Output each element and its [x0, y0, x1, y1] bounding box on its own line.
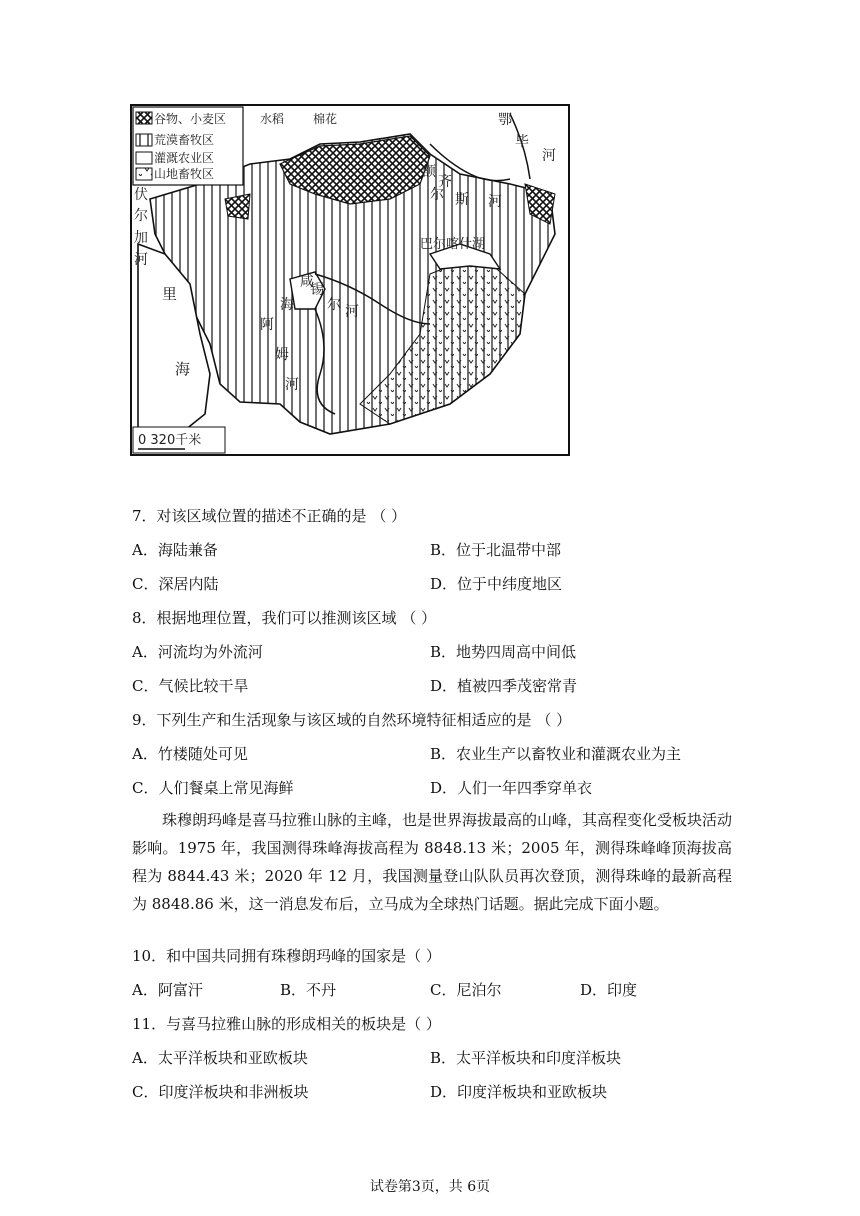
- svg-text:毕: 毕: [515, 134, 529, 150]
- map-scale: [133, 427, 225, 453]
- page-footer: 试卷第3页，共 6页: [369, 1179, 491, 1195]
- q7-option-b[interactable]: B．位于北温带中部: [430, 541, 562, 559]
- svg-text:齐: 齐: [438, 174, 452, 190]
- svg-text:荒漠畜牧区: 荒漠畜牧区: [154, 133, 215, 147]
- svg-text:0 320千米: 0 320千米: [138, 433, 202, 448]
- svg-text:斯: 斯: [455, 192, 469, 208]
- svg-text:姆: 姆: [275, 347, 289, 363]
- q8-option-a[interactable]: A．河流均为外流河: [132, 643, 263, 661]
- svg-text:河: 河: [542, 148, 556, 164]
- q7-option-a[interactable]: A．海陆兼备: [132, 541, 218, 559]
- svg-text:谷物、小麦区: 谷物、小麦区: [154, 112, 227, 126]
- reading-passage: 珠穆朗玛峰是喜马拉雅山脉的主峰，也是世界海拔最高的山峰，其高程变化受板块活动影响。1975 年，我国测得珠峰海拔高程为 8848.13 米；2005 年，测得珠峰峰顶海拔高程为 8844.43 米；2020 年 12 月，我国测量登山队队员再次登顶，测得珠峰的最新高程为 8848.86 米，这一消息发布后，立马成为全球热门话题。据此完成下面小题。: [132, 811, 733, 913]
- q11-option-a[interactable]: A．太平洋板块和亚欧板块: [132, 1049, 308, 1067]
- q7-option-d[interactable]: D．位于中纬度地区: [430, 575, 563, 593]
- q10-option-a[interactable]: A．阿富汗: [132, 981, 203, 999]
- svg-text:河: 河: [285, 377, 299, 393]
- svg-text:河: 河: [134, 252, 148, 268]
- svg-text:加: 加: [134, 230, 148, 246]
- q11-option-d[interactable]: D．印度洋板块和亚欧板块: [430, 1083, 608, 1101]
- question-10: 10．和中国共同拥有珠穆朗玛峰的国家是（ ）: [132, 947, 441, 965]
- svg-text:河: 河: [345, 304, 359, 320]
- q8-option-c[interactable]: C．气候比较干旱: [132, 677, 249, 695]
- svg-text:里: 里: [162, 285, 178, 303]
- q9-option-a[interactable]: A．竹楼随处可见: [132, 745, 248, 763]
- svg-text:巴尔喀什湖: 巴尔喀什湖: [420, 237, 486, 252]
- svg-text:锡: 锡: [310, 282, 324, 298]
- svg-text:河: 河: [488, 194, 502, 210]
- svg-text:伏: 伏: [134, 187, 148, 203]
- svg-text:咸: 咸: [300, 274, 314, 290]
- svg-text:山地畜牧区: 山地畜牧区: [154, 167, 215, 181]
- svg-text:尔: 尔: [430, 187, 444, 203]
- svg-text:尔: 尔: [134, 208, 148, 224]
- q9-option-d[interactable]: D．人们一年四季穿单衣: [430, 779, 593, 797]
- question-7: 7．对该区域位置的描述不正确的是 （ ）: [132, 507, 407, 525]
- svg-text:鄂: 鄂: [498, 112, 512, 128]
- svg-text:棉花: 棉花: [313, 112, 338, 126]
- svg-text:灌溉农业区: 灌溉农业区: [154, 151, 215, 165]
- svg-text:海: 海: [175, 360, 191, 378]
- question-8: 8．根据地理位置，我们可以推测该区域 （ ）: [132, 609, 437, 627]
- q9-option-b[interactable]: B．农业生产以畜牧业和灌溉农业为主: [430, 745, 682, 763]
- question-11: 11．与喜马拉雅山脉的形成相关的板块是（ ）: [132, 1015, 441, 1033]
- regional-map: [130, 104, 570, 456]
- q11-option-c[interactable]: C．印度洋板块和非洲板块: [132, 1083, 309, 1101]
- question-9: 9．下列生产和生活现象与该区域的自然环境特征相适应的是 （ ）: [132, 711, 572, 729]
- svg-text:海: 海: [280, 297, 294, 313]
- q9-option-c[interactable]: C．人们餐桌上常见海鲜: [132, 779, 294, 797]
- q10-option-d[interactable]: D．印度: [580, 981, 638, 999]
- q8-option-d[interactable]: D．植被四季茂密常青: [430, 677, 578, 695]
- q7-option-c[interactable]: C．深居内陆: [132, 575, 219, 593]
- q11-option-b[interactable]: B．太平洋板块和印度洋板块: [430, 1049, 622, 1067]
- svg-text:额: 额: [422, 164, 436, 180]
- q10-option-b[interactable]: B．不丹: [280, 981, 337, 999]
- svg-text:水稻: 水稻: [260, 112, 285, 126]
- q8-option-b[interactable]: B．地势四周高中间低: [430, 643, 577, 661]
- svg-text:阿: 阿: [260, 317, 274, 333]
- svg-text:尔: 尔: [327, 297, 341, 313]
- q10-option-c[interactable]: C．尼泊尔: [430, 981, 502, 999]
